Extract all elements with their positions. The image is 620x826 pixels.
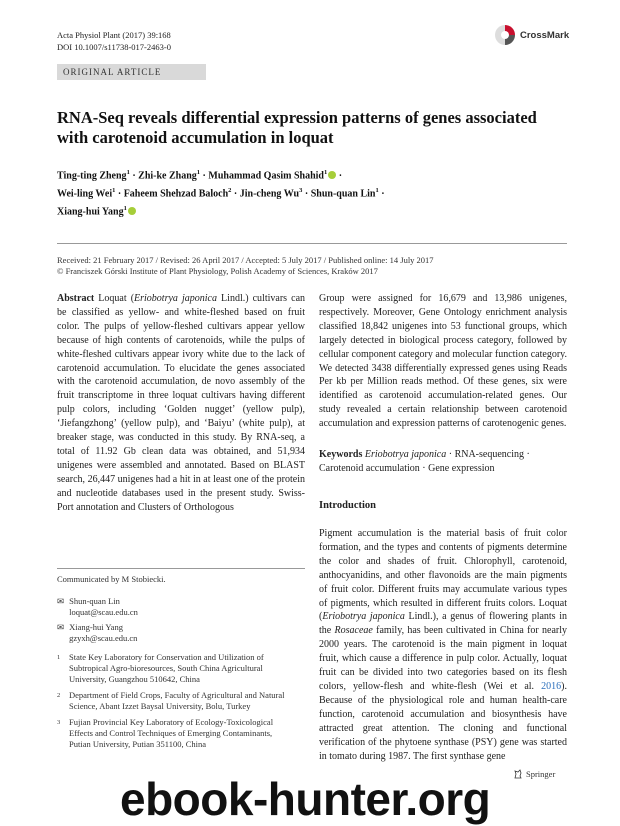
envelope-icon: ✉ <box>57 622 65 632</box>
author-affiliation: 3 <box>299 186 303 194</box>
intro-text: family, has been cultivated in China for nearly 2000 years. The carotenoid is the main pigment in loquat fruit, which cause a difference in pulp color. Actually, loquat fruit can be divided into two categories based on its flesh colors, yellow-flesh and white-flesh (Wei et al. <box>319 625 567 692</box>
contact-email[interactable]: gzyxh@scau.edu.cn <box>69 633 138 643</box>
intro-text: ). Because of the physiological role and human health-care function, carotenoid accumulation and biosynthesis have attracted great attention. The cloning and functional verification of the phytoene synthase (PSY) gene was started in tomato during 1987. The first synthase gene <box>319 680 567 762</box>
keywords-list: · RNA-sequencing · Carotenoid accumulation · Gene expression <box>319 449 530 474</box>
keywords <box>319 448 567 476</box>
article-title: RNA-Seq reveals differential expression patterns of genes associated with carotenoid accumulation in loquat <box>57 108 537 147</box>
intro-family: Rosaceae <box>334 625 373 637</box>
section-heading-introduction: Introduction <box>319 500 376 511</box>
contact-2 <box>57 622 305 644</box>
author-name[interactable]: Muhammad Qasim Shahid <box>208 170 324 182</box>
author-affiliation: 1 <box>126 169 130 176</box>
affiliation-text: State Key Laboratory for Conservation and Utilization of Subtropical Agro-bioresources, South China Agricultural University, Guangzhou 510642, China <box>69 652 264 684</box>
article-type-banner: ORIGINAL ARTICLE <box>57 64 206 80</box>
author-list: Ting-ting Zheng$^1$ · Zhi-ke Zhang$^1$ · Muhammad Qasim Shahid$^1$ · Wei-ling Wei$^1$ · Faheem Shehzad Baloch$^2$ · Jin-cheng $Wu^3$ · Shun-quan Lin$^1$ · Xiang-hui Yang$^1$ <box>57 169 385 217</box>
introduction-text <box>319 527 567 763</box>
contact-name: Xiang-hui Yang <box>69 622 123 632</box>
footnote-divider <box>57 568 305 569</box>
author-name[interactable]: Zhi-ke Zhang <box>138 170 197 182</box>
affiliation-text: Department of Field Crops, Faculty of Agricultural and Natural Science, Abant Izzet Baysal University, Bolu, Turkey <box>69 690 285 711</box>
author-affiliation: 1 <box>123 204 127 212</box>
affiliation-text: Fujian Provincial Key Laboratory of Ecology-Toxicological Effects and Control Techniques of Emerging Contaminants, Putian University, Putian 351100, China <box>69 717 274 749</box>
keyword-species: Eriobotrya japonica <box>364 449 447 460</box>
author-affiliation: 1 <box>196 169 201 176</box>
communicated-by: Communicated by M Stobiecki. <box>57 574 166 584</box>
affiliation-2 <box>57 690 305 712</box>
author-affiliation: 1 <box>375 186 379 194</box>
affiliation-3 <box>57 717 305 750</box>
contact-1 <box>57 596 305 618</box>
copyright-line: © Franciszek Górski Institute of Plant Physiology, Polish Academy of Sciences, Kraków 2017 <box>57 266 378 276</box>
author-name[interactable]: Wei-ling Wei <box>57 188 113 200</box>
author-affiliation: 1 <box>112 186 116 194</box>
abstract-text: Loquat ( <box>98 293 135 304</box>
author-name[interactable]: Jin-cheng Wu <box>239 188 300 200</box>
crossmark-label: CrossMark <box>520 29 570 41</box>
orcid-icon[interactable] <box>128 207 136 215</box>
abstract-left <box>57 292 305 515</box>
publisher-name: Springer <box>526 769 556 779</box>
affiliation-1 <box>57 652 305 685</box>
species-name: Eriobotrya japonica <box>134 293 217 304</box>
contact-email[interactable]: loquat@scau.edu.cn <box>69 607 138 617</box>
crossmark-icon <box>494 24 516 46</box>
contact-name: Shun-quan Lin <box>69 596 120 606</box>
intro-species: Eriobotrya japonica <box>322 611 405 623</box>
author-affiliation: 1 <box>323 169 328 176</box>
publisher-logo <box>513 769 555 779</box>
affiliation-number: 3 <box>57 719 61 726</box>
citation-link[interactable]: 2016 <box>541 680 562 692</box>
affiliation-number: 1 <box>57 654 61 661</box>
author-name[interactable]: Ting-ting Zheng <box>57 170 127 182</box>
orcid-icon[interactable] <box>328 171 336 179</box>
dates-line: Received: 21 February 2017 / Revised: 26 April 2017 / Accepted: 5 July 2017 / Published online: 14 July 2017 <box>57 255 434 265</box>
affiliation-number: 2 <box>57 692 61 699</box>
intro-text: Pigment accumulation is the material basis of fruit color formation, and the types and contents of pigments determine the color and shades of fruit. Chlorophyll, carotenoid, anthocyanidins, and other flavonoids are the main pigments of fruit color. Different fruits may accumulate various types of pigments, which resulted in different fruits colors. Loquat ( <box>319 528 567 623</box>
abstract-label: Abstract <box>57 293 95 304</box>
crossmark-badge[interactable] <box>494 24 569 46</box>
intro-text: Lindl.), a genus of flowering plants in the <box>319 611 567 637</box>
journal-header <box>57 30 171 53</box>
abstract-right: Group were assigned for 16,679 and 13,986 unigenes, respectively. Moreover, Gene Ontology enrichment analysis classified 18,842 unigenes into 53 functional groups, which largely detected in biological process category, followed by cellular component category and molecular function category. We detected 3438 differentially expressed genes using Reads Per kb per Million reads method. Of these genes, six were identified as carotenoid accumulation-related genes. Our study revealed a certain relationship between carotenoid accumulation and expression patterns of carotenogenic genes. <box>319 293 567 430</box>
springer-horse-icon <box>513 769 523 779</box>
journal-citation: Acta Physiol Plant (2017) 39:168 <box>57 30 171 40</box>
abstract-text: Lindl.) cultivars can be classified as yellow- and white-fleshed based on fruit color. The pulps of yellow-fleshed cultivars appear yellow because of high contents of carotenoids, while the pulps of white-fleshed cultivars appear ivory white due to the lack of carotenoid accumulation. To elucidate the genes associated with the carotenoid accumulation, de novo assembly of the fruit transcriptome in three loquat cultivars having different pulp colors, including ‘Golden nugget’ (yellow pulp), ‘Jiefangzhong’ (yellow pulp), and ‘Baiyu’ (white pulp), at breaker stage, was conducted in this study. By RNA-seq, a total of 11.92 Gb clean data was obtained, and 51,934 unigenes were assembled and annotated. Based on BLAST search, 26,447 unigenes had a hit in at least one of the protein and nucleotide databases used in the present study. Swiss-Port annotation and Clusters of Orthologous <box>57 293 306 513</box>
author-affiliation: 2 <box>228 186 232 194</box>
keywords-label: Keywords <box>319 449 363 460</box>
author-name[interactable]: Faheem Shehzad Baloch <box>123 188 229 200</box>
divider <box>57 243 567 244</box>
doi[interactable]: DOI 10.1007/s11738-017-2463-0 <box>57 41 171 52</box>
author-name[interactable]: Shun-quan Lin <box>310 188 376 200</box>
author-name[interactable]: Xiang-hui Yang <box>57 205 124 217</box>
publication-history <box>57 255 567 277</box>
envelope-icon: ✉ <box>57 596 65 606</box>
watermark: ebook-hunter.org <box>120 773 491 825</box>
